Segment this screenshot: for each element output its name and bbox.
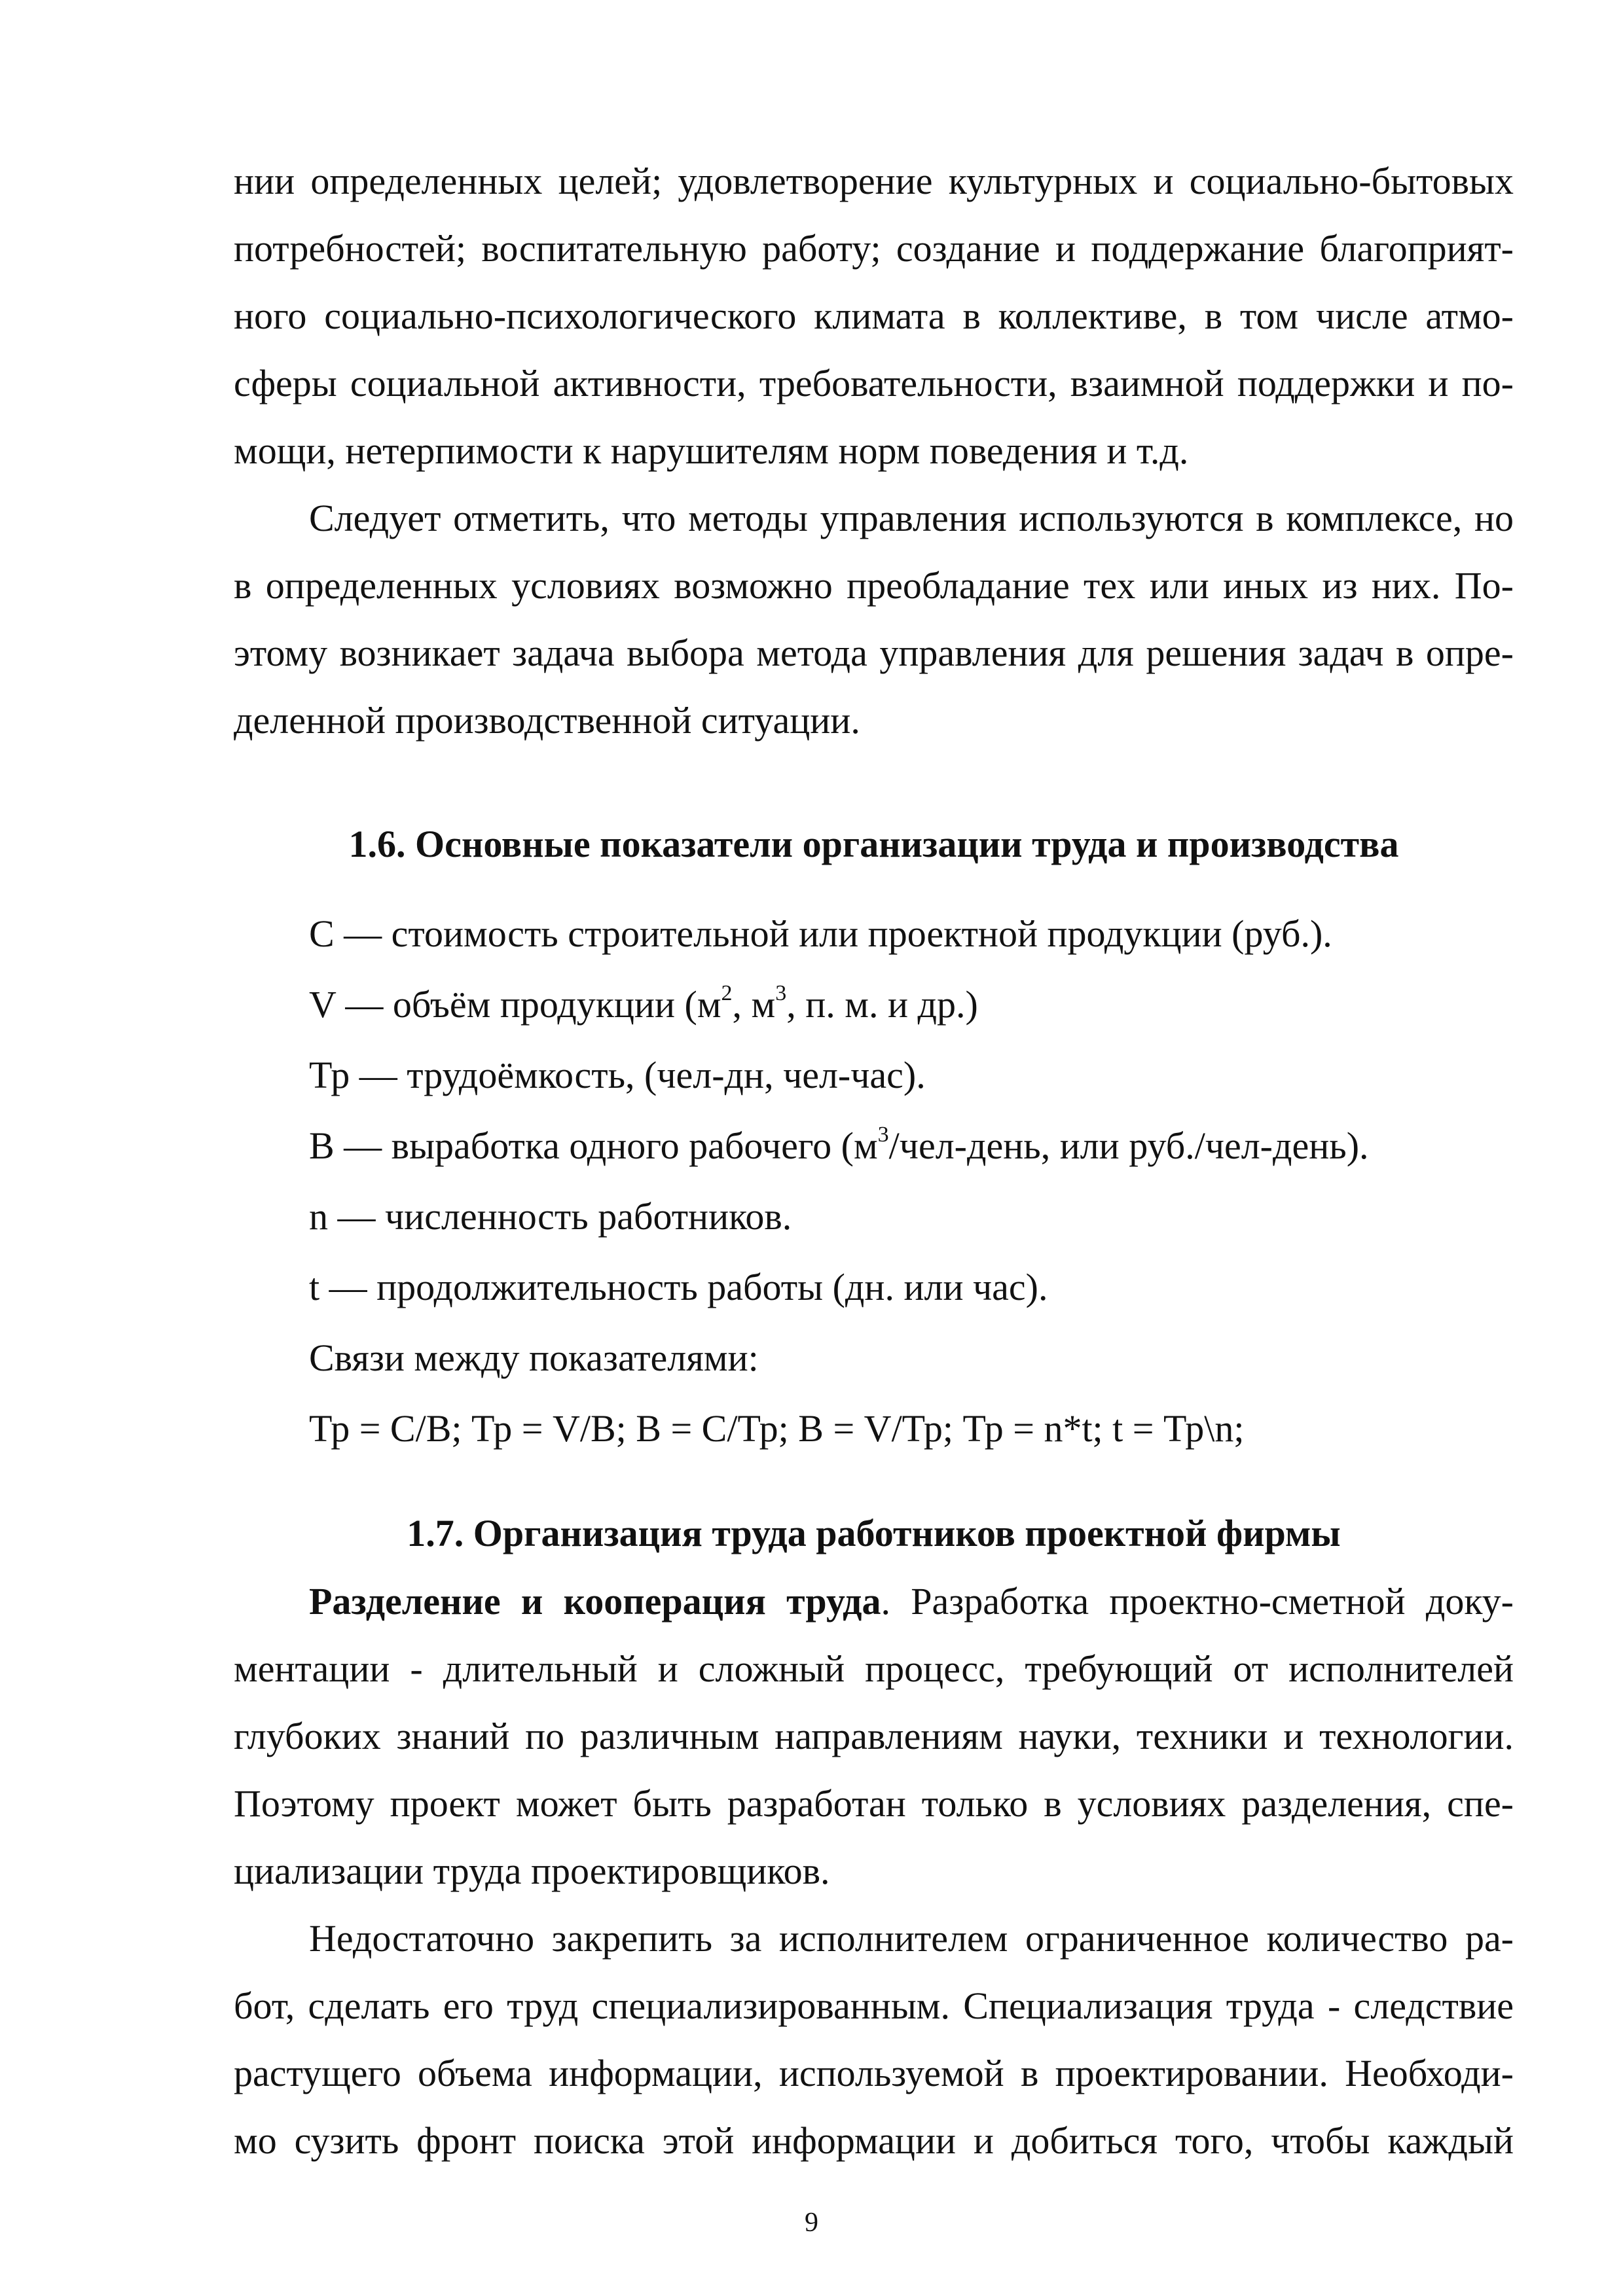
text-line: ного социально-психологического климата в коллективе, в том числе атмо- bbox=[234, 295, 1514, 337]
definition-b: В — выработка одного рабочего ($м^3/чел$-день, или руб./чел-день). bbox=[309, 1122, 1369, 1167]
text-line: сферы социальной активности, требовательности, взаимной поддержки и по- bbox=[234, 362, 1514, 404]
text-line: этому возникает задача выбора метода управления для решения задач в опре- bbox=[234, 632, 1514, 674]
formulas: Тр = С/В; Тр = V/В; В = С/Тр; В = V/Тр; Тр = n*t; t = Тр\n; bbox=[309, 1407, 1245, 1450]
text-line: растущего объема информации, используемой в проектировании. Необходи- bbox=[234, 2052, 1514, 2094]
definition-t: t — продолжительность работы (дн. или час). bbox=[309, 1266, 1048, 1308]
text-line: мощи, нетерпимости к нарушителям норм поведения и т.д. bbox=[234, 429, 1189, 472]
text-line: Недостаточно закрепить за исполнителем ограниченное количество ра- bbox=[309, 1917, 1514, 1960]
text-line: ментации - длительный и сложный процесс, требующий от исполнителей bbox=[234, 1647, 1514, 1690]
links-label: Связи между показателями: bbox=[309, 1336, 759, 1379]
text-line: в определенных условиях возможно преобладание тех или иных из них. По- bbox=[234, 564, 1514, 607]
section-heading-1-7: 1.7. Организация труда работников проектной фирмы bbox=[407, 1512, 1341, 1554]
text-line: нии определенных целей; удовлетворение культурных и социально-бытовых bbox=[234, 160, 1514, 202]
text-line: бот, сделать его труд специализированным. Специализация труда - следствие bbox=[234, 1984, 1514, 2027]
definition-n: n — численность работников. bbox=[309, 1195, 792, 1238]
text-line: деленной производственной ситуации. bbox=[234, 699, 860, 742]
definition-tr: Тр — трудоёмкость, (чел-дн, чел-час). bbox=[309, 1054, 926, 1096]
bold-lead: Разделение и кооперация труда bbox=[309, 1580, 881, 1623]
definition-v: V — объём продукции ($м^2$, $м^3$, п. м. и др.) bbox=[309, 980, 978, 1026]
text-line: потребностей; воспитательную работу; создание и поддержание благоприят- bbox=[234, 227, 1514, 270]
text-line: Разделение и кооперация труда. Разработка проектно-сметной доку- bbox=[309, 1580, 1514, 1623]
text-line: глубоких знаний по различным направлениям науки, техники и технологии. bbox=[234, 1715, 1514, 1757]
text-line: циализации труда проектировщиков. bbox=[234, 1850, 830, 1892]
text-line: мо сузить фронт поиска этой информации и добиться того, чтобы каждый bbox=[234, 2119, 1514, 2162]
page-number: 9 bbox=[805, 2208, 818, 2238]
section-heading-1-6: 1.6. Основные показатели организации труда и производства bbox=[348, 823, 1399, 865]
definition-c: С — стоимость строительной или проектной продукции (руб.). bbox=[309, 912, 1332, 955]
text-line: Поэтому проект может быть разработан только в условиях разделения, спе- bbox=[234, 1782, 1514, 1825]
text-line: Следует отметить, что методы управления используются в комплексе, но bbox=[309, 497, 1514, 539]
